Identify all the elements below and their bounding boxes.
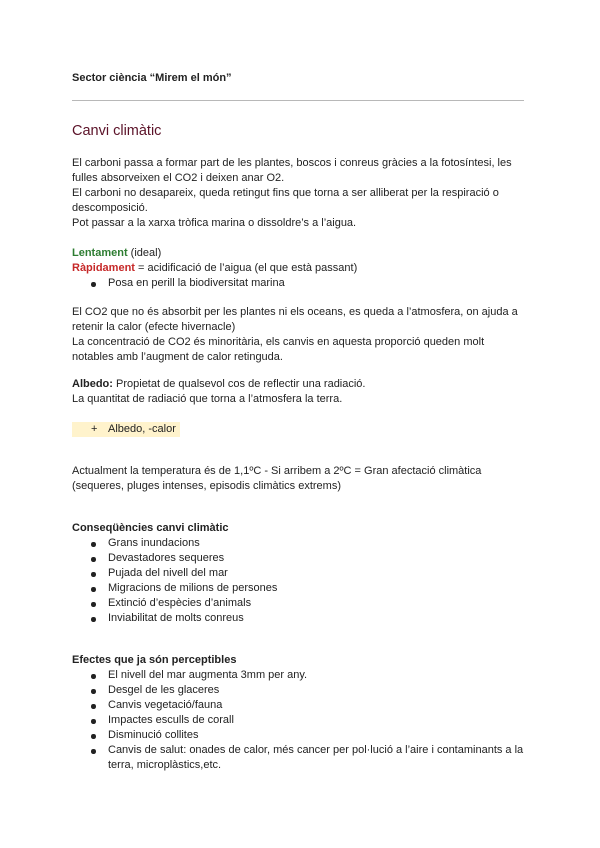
list-item: Grans inundacions	[72, 536, 528, 551]
co2-line: La concentració de CO2 és minoritària, els canvis en aquesta proporció queden molt notables amb l’augment de calor retinguda.	[72, 336, 485, 363]
fast-text: = acidificació de l’aigua (el que està passant)	[134, 262, 358, 274]
consequences-section	[72, 521, 528, 626]
intro-line: El carboni no desapareix, queda retingut fins que torna a ser alliberat per la respiració o descomposició.	[72, 187, 499, 214]
effects-heading: Efectes que ja són perceptibles	[72, 654, 237, 666]
albedo-line: La quantitat de radiació que torna a l’atmosfera la terra.	[72, 393, 343, 405]
co2-paragraph	[72, 305, 528, 365]
albedo-section	[72, 377, 528, 437]
list-item: Migracions de milions de persones	[72, 581, 528, 596]
list-item: Disminució collites	[72, 728, 528, 743]
list-item: Posa en perill la biodiversitat marina	[72, 276, 528, 291]
slow-text: (ideal)	[127, 247, 162, 259]
albedo-definition	[72, 377, 528, 392]
list-item: Pujada del nivell del mar	[72, 566, 528, 581]
list-item: Devastadores sequeres	[72, 551, 528, 566]
list-item: El nivell del mar augmenta 3mm per any.	[72, 668, 528, 683]
intro-line: Pot passar a la xarxa tròfica marina o dissoldre’s a l’aigua.	[72, 217, 357, 229]
document-page	[72, 68, 528, 773]
list-item: Impactes esculls de corall	[72, 713, 528, 728]
intro-paragraph	[72, 156, 528, 231]
fast-label: Ràpidament	[72, 262, 135, 274]
highlighted-note	[72, 422, 180, 437]
albedo-highlight-row	[72, 422, 528, 437]
list-item: Canvis de salut: onades de calor, més cancer per pol·lució a l’aire i contaminants a la terra, microplàstics,etc.	[72, 743, 528, 773]
list-item: Canvis vegetació/fauna	[72, 698, 528, 713]
list-item: Inviabilitat de molts conreus	[72, 611, 528, 626]
albedo-definition-text: Propietat de qualsevol cos de reflectir una radiació.	[112, 378, 366, 390]
list-item: Desgel de les glaceres	[72, 683, 528, 698]
temperature-text: Actualment la temperatura és de 1,1ºC - Si arribem a 2ºC = Gran afectació climàtica (sequeres, pluges intenses, episodis climàtics extrems)	[72, 465, 482, 492]
consequences-heading: Conseqüències canvi climàtic	[72, 522, 229, 534]
list-item: Extinció d’espècies d’animals	[72, 596, 528, 611]
rates-section	[72, 246, 528, 291]
temperature-paragraph	[72, 464, 528, 494]
fast-rate	[72, 261, 528, 276]
plus-symbol: +	[91, 423, 98, 435]
consequences-list	[72, 536, 528, 626]
slow-rate	[72, 246, 528, 261]
co2-line: El CO2 que no és absorbit per les plantes ni els oceans, es queda a l’atmosfera, on ajuda a retenir la calor (efecte hivernacle)	[72, 306, 518, 333]
section-title: Canvi climàtic	[72, 123, 162, 139]
slow-label: Lentament	[72, 247, 128, 259]
effects-list	[72, 668, 528, 773]
effects-section	[72, 653, 528, 773]
intro-line: El carboni passa a formar part de les plantes, boscos i conreus gràcies a la fotosíntesi, les fulles absorveixen el CO2 i deixen anar O2.	[72, 157, 512, 184]
document-header: Sector ciència “Mirem el món”	[72, 72, 232, 84]
rates-list	[72, 276, 528, 291]
header-divider	[72, 100, 524, 101]
albedo-note: Albedo, -calor	[108, 423, 176, 435]
albedo-label: Albedo:	[72, 378, 113, 390]
